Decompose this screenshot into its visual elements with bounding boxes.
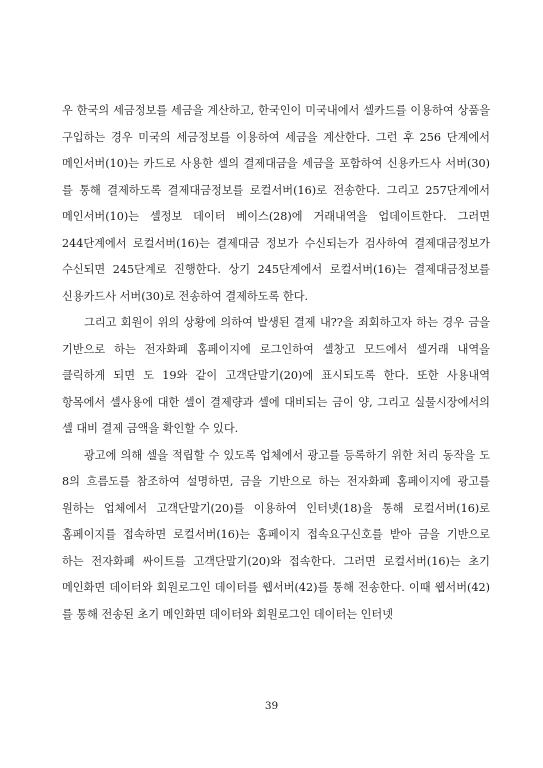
paragraph-inquiry: 그리고 회원이 위의 상황에 의하여 발생된 결제 내??을 죄회하고자 하는 경우 금을 기반으로 하는 전자화폐 홈페이지에 로그인하여 셀창고 모드에서 셀거래 내역을 클릭하게 되면 도 19와 같이 고객단말기(20)에 표시되도록 한다. 또한 사용내역 항목에서 셀사용에 대한 셀이 결제량과 셀에 대비되는 금이 양, 그리고 실물시장에서의 셀 대비 결제 금액을 확인할 수 있다. — [62, 316, 490, 435]
page-number: 39 — [264, 700, 279, 712]
body-text — [62, 98, 490, 628]
paragraph-continuation: 우 한국의 세금정보를 세금을 계산하고, 한국인이 미국내에서 셀카드를 이용하여 상품을 구입하는 경우 미국의 세금정보를 이용하여 세금을 계산한다. 그런 후 256 단계에서 메인서버(10)는 카드로 사용한 셀의 결제대금을 세금을 포함하여 신용카드사 서버(30)를 통해 결제하도록 결제대금정보를 로컬서버(16)로 전송한다. 그리고 257단계에서 메인서버(10)는 셀정보 데이터 베이스(28)에 거래내역을 업데이트한다. 그러면 244단계에서 로컬서버(16)는 결제대금 정보가 수신되는가 검사하여 결제대금정보가 수신되면 245단계로 진행한다. 상기 245단계에서 로컬서버(16)는 결제대금정보를 신용카드사 서버(30)로 전송하여 결제하도록 한다. — [62, 104, 490, 303]
paragraph-advertising: 광고에 의해 셀을 적립할 수 있도록 업체에서 광고를 등록하기 위한 처리 동작을 도 8의 흐름도를 참조하여 설명하면, 금을 기반으로 하는 전자화폐 홈페이지에 광고를 원하는 업체에서 고객단말기(20)를 이용하여 인터넷(18)을 통해 로컬서버(16)로 홈페이지를 접속하면 로컬서버(16)는 홈페이지 접속요구신호를 받아 금을 기반으로 하는 전자화폐 싸이트를 고객단말기(20)와 접속한다. 그러면 로컬서버(16)는 초기 메인화면 데이터와 회원로그인 데이터를 웹서버(42)를 통해 전송한다. 이때 웹서버(42)를 통해 전송된 초기 메인화면 데이터와 회원로그인 데이터는 인터넷 — [62, 448, 490, 621]
